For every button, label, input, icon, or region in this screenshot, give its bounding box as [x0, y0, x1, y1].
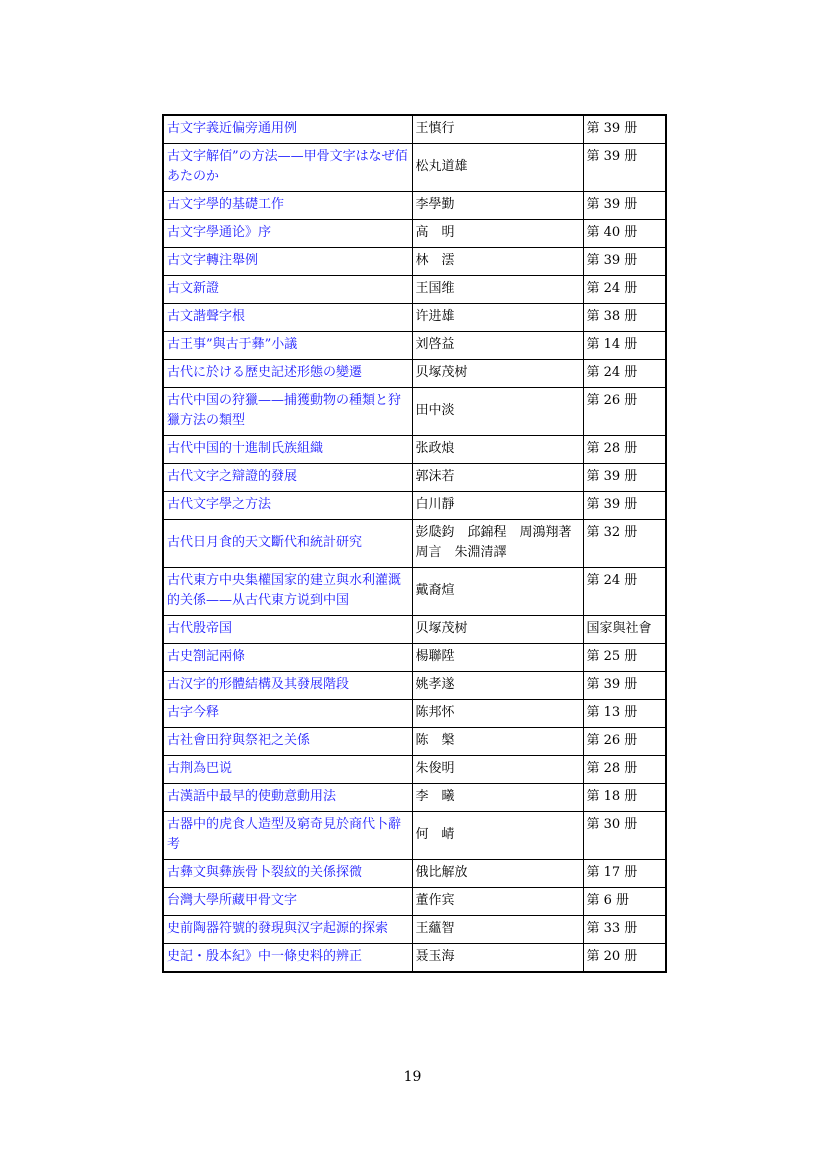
volume-cell: 第 26 册 — [583, 388, 666, 436]
table-row — [163, 220, 666, 248]
author-cell: 陈 槃 — [412, 728, 583, 756]
volume-cell: 第 39 册 — [583, 672, 666, 700]
table-row — [163, 700, 666, 728]
table-row — [163, 916, 666, 944]
author-cell: 彭瓞鈞 邱錦程 周鴻翔著 周言 朱淵清譯 — [412, 520, 583, 568]
table-row — [163, 644, 666, 672]
volume-cell: 第 14 册 — [583, 332, 666, 360]
table-row — [163, 464, 666, 492]
table-row — [163, 360, 666, 388]
table-row — [163, 144, 666, 192]
title-cell[interactable]: 古代日月食的天文斷代和統計研究 — [163, 520, 412, 568]
title-cell[interactable]: 古字今释 — [163, 700, 412, 728]
volume-cell: 第 39 册 — [583, 115, 666, 144]
table-row — [163, 304, 666, 332]
table-row — [163, 276, 666, 304]
page-number: 19 — [403, 1069, 422, 1085]
author-cell: 王蘊智 — [412, 916, 583, 944]
title-cell[interactable]: 古文字轉注舉例 — [163, 248, 412, 276]
title-cell[interactable]: 史記・殷本紀》中一條史料的辨正 — [163, 944, 412, 973]
table-row — [163, 616, 666, 644]
volume-cell: 第 13 册 — [583, 700, 666, 728]
volume-cell: 第 39 册 — [583, 492, 666, 520]
table-row — [163, 784, 666, 812]
volume-cell: 第 38 册 — [583, 304, 666, 332]
author-cell: 楊聯陞 — [412, 644, 583, 672]
volume-cell: 第 40 册 — [583, 220, 666, 248]
title-cell[interactable]: 古代に於ける歷史記述形態の變遷 — [163, 360, 412, 388]
title-cell[interactable]: 古文字義近偏旁通用例 — [163, 115, 412, 144]
volume-cell: 第 6 册 — [583, 888, 666, 916]
author-cell: 朱俊明 — [412, 756, 583, 784]
author-cell: 贝塚茂树 — [412, 616, 583, 644]
table-row — [163, 568, 666, 616]
table-row — [163, 248, 666, 276]
author-cell: 王慎行 — [412, 115, 583, 144]
author-cell: 戴裔煊 — [412, 568, 583, 616]
title-cell[interactable]: 古文諧聲字根 — [163, 304, 412, 332]
volume-cell: 第 28 册 — [583, 436, 666, 464]
table-row — [163, 728, 666, 756]
bibliography-table — [162, 114, 667, 973]
volume-cell: 第 25 册 — [583, 644, 666, 672]
volume-cell: 第 17 册 — [583, 860, 666, 888]
title-cell[interactable]: 古文新證 — [163, 276, 412, 304]
author-cell: 陈邦怀 — [412, 700, 583, 728]
volume-cell: 第 39 册 — [583, 144, 666, 192]
author-cell: 林 澐 — [412, 248, 583, 276]
title-cell[interactable]: 古史劄記兩條 — [163, 644, 412, 672]
title-cell[interactable]: 古文字學的基礎工作 — [163, 192, 412, 220]
table-row — [163, 436, 666, 464]
table-row — [163, 888, 666, 916]
title-cell[interactable]: 古漢語中最早的使動意動用法 — [163, 784, 412, 812]
author-cell: 王国维 — [412, 276, 583, 304]
table-row — [163, 332, 666, 360]
volume-cell: 第 28 册 — [583, 756, 666, 784]
table-row — [163, 860, 666, 888]
title-cell[interactable]: 古王事”與古于彝”小議 — [163, 332, 412, 360]
table-row — [163, 520, 666, 568]
title-cell[interactable]: 台灣大學所藏甲骨文字 — [163, 888, 412, 916]
table-row — [163, 388, 666, 436]
volume-cell: 第 24 册 — [583, 360, 666, 388]
title-cell[interactable]: 古代中国の狩獵——捕獲動物の種類と狩獵方法の類型 — [163, 388, 412, 436]
title-cell[interactable]: 古文字學通论》序 — [163, 220, 412, 248]
author-cell: 白川靜 — [412, 492, 583, 520]
title-cell[interactable]: 古代文字學之方法 — [163, 492, 412, 520]
volume-cell: 第 18 册 — [583, 784, 666, 812]
table-row — [163, 115, 666, 144]
author-cell: 许进雄 — [412, 304, 583, 332]
title-cell[interactable]: 古代中国的十進制氏族組織 — [163, 436, 412, 464]
title-cell[interactable]: 古彝文與彝族骨卜裂紋的关係探微 — [163, 860, 412, 888]
volume-cell: 第 20 册 — [583, 944, 666, 973]
author-cell: 松丸道雄 — [412, 144, 583, 192]
table-row — [163, 812, 666, 860]
title-cell[interactable]: 古器中的虎食人造型及窮奇見於商代卜辭考 — [163, 812, 412, 860]
volume-cell: 第 39 册 — [583, 192, 666, 220]
title-cell[interactable]: 史前陶器符號的發現與汉字起源的探索 — [163, 916, 412, 944]
title-cell[interactable]: 古荆為巴说 — [163, 756, 412, 784]
volume-cell: 第 39 册 — [583, 248, 666, 276]
author-cell: 聂玉海 — [412, 944, 583, 973]
volume-cell: 第 26 册 — [583, 728, 666, 756]
table-row — [163, 672, 666, 700]
volume-cell: 第 24 册 — [583, 568, 666, 616]
author-cell: 高 明 — [412, 220, 583, 248]
volume-cell: 第 32 册 — [583, 520, 666, 568]
title-cell[interactable]: 古文字解佰”の方法——甲骨文字はなぜ佰あたのか — [163, 144, 412, 192]
author-cell: 李學勤 — [412, 192, 583, 220]
title-cell[interactable]: 古社會田狩與祭祀之关係 — [163, 728, 412, 756]
table-row — [163, 492, 666, 520]
volume-cell: 第 39 册 — [583, 464, 666, 492]
title-cell[interactable]: 古代文字之辯證的發展 — [163, 464, 412, 492]
table-row — [163, 756, 666, 784]
table-row — [163, 192, 666, 220]
author-cell: 刘啓益 — [412, 332, 583, 360]
volume-cell: 第 33 册 — [583, 916, 666, 944]
author-cell: 俄比解放 — [412, 860, 583, 888]
author-cell: 郭沫若 — [412, 464, 583, 492]
title-cell[interactable]: 古代殷帝国 — [163, 616, 412, 644]
volume-cell: 第 24 册 — [583, 276, 666, 304]
author-cell: 姚孝遂 — [412, 672, 583, 700]
author-cell: 何 崝 — [412, 812, 583, 860]
author-cell: 李 曦 — [412, 784, 583, 812]
author-cell: 董作宾 — [412, 888, 583, 916]
author-cell: 张政烺 — [412, 436, 583, 464]
title-cell[interactable]: 古汉字的形體結構及其發展階段 — [163, 672, 412, 700]
table-row — [163, 944, 666, 973]
volume-cell: 第 30 册 — [583, 812, 666, 860]
volume-cell: 国家與社會 — [583, 616, 666, 644]
title-cell[interactable]: 古代東方中央集權国家的建立與水利灌溉的关係——从古代東方说到中国 — [163, 568, 412, 616]
author-cell: 田中淡 — [412, 388, 583, 436]
author-cell: 贝塚茂树 — [412, 360, 583, 388]
